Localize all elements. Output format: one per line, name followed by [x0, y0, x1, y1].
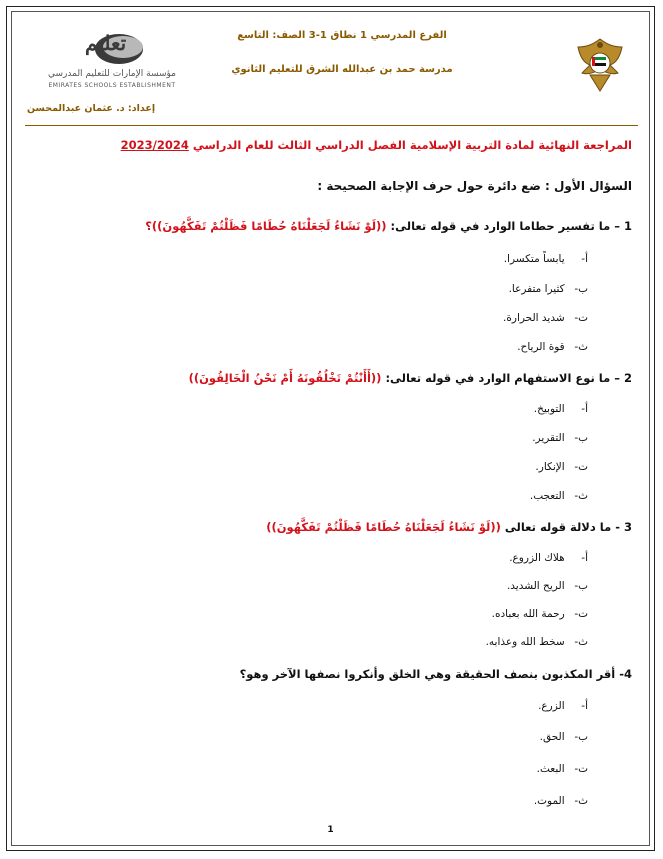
- option-item: [509, 283, 588, 295]
- option-text: الريح الشديد.: [506, 580, 565, 592]
- question-3: [23, 520, 632, 534]
- author-credit: إعداد: د. عثمان عبدالمحسن: [27, 103, 156, 114]
- option-text: البعث.: [536, 763, 565, 775]
- option-item: [504, 253, 588, 265]
- option-text: التوبيخ.: [533, 403, 565, 415]
- option-item: [538, 700, 588, 712]
- title-year: 2023/2024: [120, 138, 189, 152]
- option-text: الموت.: [533, 795, 565, 807]
- header-divider: [25, 125, 638, 126]
- option-text: التقرير.: [532, 432, 565, 444]
- uae-emblem-icon: [572, 35, 628, 95]
- ministry-logo: [27, 29, 197, 93]
- option-letter: أ-: [581, 403, 588, 415]
- option-letter: ت-: [574, 461, 588, 473]
- option-letter: ب-: [574, 283, 588, 295]
- option-item: [492, 608, 588, 620]
- option-letter: ث-: [574, 341, 588, 353]
- option-text: هلاك الزروع.: [509, 552, 565, 564]
- option-letter: أ-: [581, 552, 588, 564]
- header: [7, 7, 654, 119]
- option-text: رحمة الله بعباده.: [491, 608, 565, 620]
- option-item: [530, 490, 588, 502]
- logo-english-name: EMIRATES SCHOOLS ESTABLISHMENT: [48, 82, 176, 89]
- option-text: شديد الحرارة.: [503, 312, 565, 324]
- option-letter: ت-: [574, 763, 588, 775]
- option-text: كثيرا متفرعا.: [508, 283, 565, 295]
- question-verse: ((لَوْ نَشَاءُ لَجَعَلْنَاهُ حُطَامًا فَظَلْتُمْ تَفَكَّهُونَ)): [266, 520, 501, 534]
- option-letter: ث-: [574, 490, 588, 502]
- question-2: [23, 371, 632, 385]
- option-text: الإنكار.: [535, 461, 565, 473]
- option-letter: أ-: [581, 253, 588, 265]
- option-letter: ث-: [574, 795, 588, 807]
- question-verse: ((لَوْ نَشَاءُ لَجَعَلْنَاهُ حُطَامًا فَظَلْتُمْ تَفَكَّهُونَ))؟: [145, 219, 387, 233]
- option-item: [537, 763, 588, 775]
- page-number: 1: [327, 825, 334, 835]
- question-prefix: 1 – ما تفسير حطاما الوارد في قوله تعالى:: [386, 219, 632, 233]
- option-item: [517, 341, 588, 353]
- question-prefix: 3 - ما دلالة قوله تعالى: [500, 520, 632, 534]
- option-letter: أ-: [581, 700, 588, 712]
- option-letter: ب-: [574, 580, 588, 592]
- question-1: [23, 219, 632, 233]
- option-text: الزرع.: [538, 700, 565, 712]
- option-text: التعجب.: [529, 490, 565, 502]
- option-text: قوة الرياح.: [517, 341, 565, 353]
- option-letter: ث-: [574, 636, 588, 648]
- title-text: المراجعة النهائية لمادة التربية الإسلامية الفصل الدراسي الثالث للعام الدراسي: [192, 138, 632, 152]
- question-4: [23, 667, 632, 681]
- option-item: [507, 580, 588, 592]
- option-letter: ت-: [574, 312, 588, 324]
- question-prefix: 2 – ما نوع الاستفهام الوارد في قوله تعالى:: [381, 371, 632, 385]
- school-name-line: مدرسة حمد بن عبدالله الشرق للتعليم الثانوي: [231, 64, 453, 75]
- option-letter: ت-: [574, 608, 588, 620]
- option-item: [486, 636, 588, 648]
- logo-subtitle: مؤسسة الإمارات للتعليم المدرسي: [48, 69, 176, 79]
- option-item: [532, 432, 588, 444]
- option-item: [540, 731, 588, 743]
- question-verse: ((أَأَنْتُمْ تَخْلُقُونَهُ أَمْ نَحْنُ الْخَالِقُونَ)): [188, 371, 382, 385]
- option-item: [535, 461, 588, 473]
- logo-word: تعليم: [85, 31, 127, 55]
- option-item: [534, 795, 588, 807]
- option-text: يابساً متكسرا.: [503, 253, 565, 265]
- section-heading: السؤال الأول : ضع دائرة حول حرف الإجابة الصحيحة :: [317, 179, 632, 193]
- option-item: [503, 312, 588, 324]
- page-inner-border: [11, 11, 650, 846]
- option-item: [534, 403, 588, 415]
- question-prefix: 4- أقر المكذبون بنصف الحقيقة وهي الخلق وأنكروا نصفها الآخر وهو؟: [239, 667, 632, 681]
- option-letter: ب-: [574, 432, 588, 444]
- document-title: [27, 138, 632, 152]
- option-letter: ب-: [574, 731, 588, 743]
- school-branch-line: الفرع المدرسي 1 نطاق 1-3 الصف: التاسع: [237, 30, 447, 41]
- option-item: [509, 552, 588, 564]
- option-text: الحق.: [539, 731, 565, 743]
- option-text: سخط الله وعذابه.: [485, 636, 565, 648]
- document-page: [6, 6, 655, 851]
